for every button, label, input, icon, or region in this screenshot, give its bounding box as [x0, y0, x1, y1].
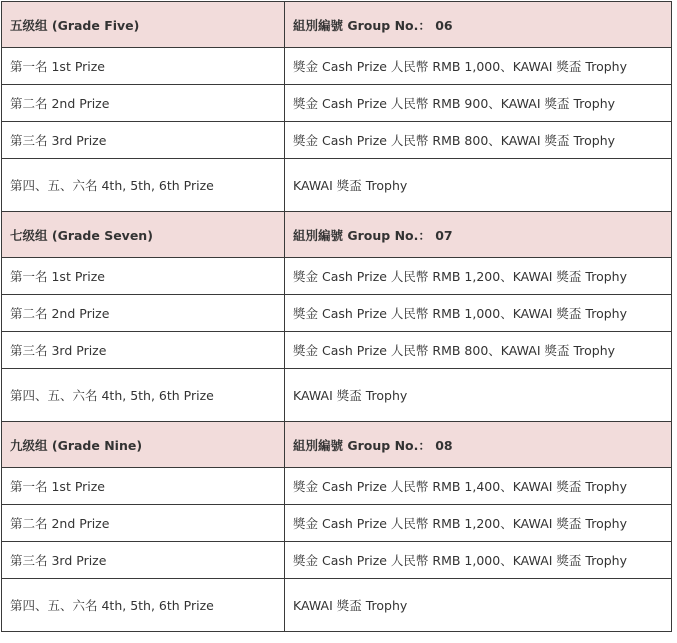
grade-label: 九级组 (Grade Nine)	[2, 422, 285, 468]
table-row	[2, 258, 672, 295]
table-row	[2, 468, 672, 505]
group-header-row	[2, 212, 672, 258]
prize-place: 第三名 3rd Prize	[2, 542, 285, 579]
table-row	[2, 505, 672, 542]
table-row	[2, 295, 672, 332]
prize-award: 獎金 Cash Prize 人民幣 RMB 1,000、KAWAI 獎盃 Trophy	[285, 295, 672, 332]
table-row	[2, 332, 672, 369]
group-header-row	[2, 422, 672, 468]
grade-label: 七级组 (Grade Seven)	[2, 212, 285, 258]
group-number: 組別編號 Group No.： 07	[285, 212, 672, 258]
prize-award: 獎金 Cash Prize 人民幣 RMB 800、KAWAI 獎盃 Trophy	[285, 332, 672, 369]
table-row	[2, 542, 672, 579]
prize-place: 第三名 3rd Prize	[2, 122, 285, 159]
prize-place: 第三名 3rd Prize	[2, 332, 285, 369]
table-row	[2, 159, 672, 212]
prize-award: KAWAI 獎盃 Trophy	[285, 369, 672, 422]
prize-award: 獎金 Cash Prize 人民幣 RMB 1,000、KAWAI 獎盃 Trophy	[285, 542, 672, 579]
prize-table	[1, 1, 672, 632]
group-number: 組別編號 Group No.： 08	[285, 422, 672, 468]
prize-place: 第四、五、六名 4th, 5th, 6th Prize	[2, 369, 285, 422]
table-row	[2, 85, 672, 122]
prize-place: 第二名 2nd Prize	[2, 295, 285, 332]
prize-award: 獎金 Cash Prize 人民幣 RMB 1,000、KAWAI 獎盃 Trophy	[285, 48, 672, 85]
prize-award: 獎金 Cash Prize 人民幣 RMB 800、KAWAI 獎盃 Trophy	[285, 122, 672, 159]
group-number: 組別編號 Group No.： 06	[285, 2, 672, 48]
prize-award: 獎金 Cash Prize 人民幣 RMB 1,400、KAWAI 獎盃 Trophy	[285, 468, 672, 505]
prize-place: 第一名 1st Prize	[2, 48, 285, 85]
prize-place: 第四、五、六名 4th, 5th, 6th Prize	[2, 159, 285, 212]
prize-place: 第一名 1st Prize	[2, 468, 285, 505]
prize-award: 獎金 Cash Prize 人民幣 RMB 900、KAWAI 獎盃 Trophy	[285, 85, 672, 122]
table-row	[2, 579, 672, 632]
prize-award: 獎金 Cash Prize 人民幣 RMB 1,200、KAWAI 獎盃 Trophy	[285, 505, 672, 542]
prize-place: 第一名 1st Prize	[2, 258, 285, 295]
prize-award: KAWAI 獎盃 Trophy	[285, 159, 672, 212]
grade-label: 五级组 (Grade Five)	[2, 2, 285, 48]
table-row	[2, 369, 672, 422]
prize-place: 第四、五、六名 4th, 5th, 6th Prize	[2, 579, 285, 632]
table-row	[2, 48, 672, 85]
prize-place: 第二名 2nd Prize	[2, 505, 285, 542]
prize-award: KAWAI 獎盃 Trophy	[285, 579, 672, 632]
prize-place: 第二名 2nd Prize	[2, 85, 285, 122]
table-row	[2, 122, 672, 159]
group-header-row	[2, 2, 672, 48]
prize-award: 獎金 Cash Prize 人民幣 RMB 1,200、KAWAI 獎盃 Trophy	[285, 258, 672, 295]
